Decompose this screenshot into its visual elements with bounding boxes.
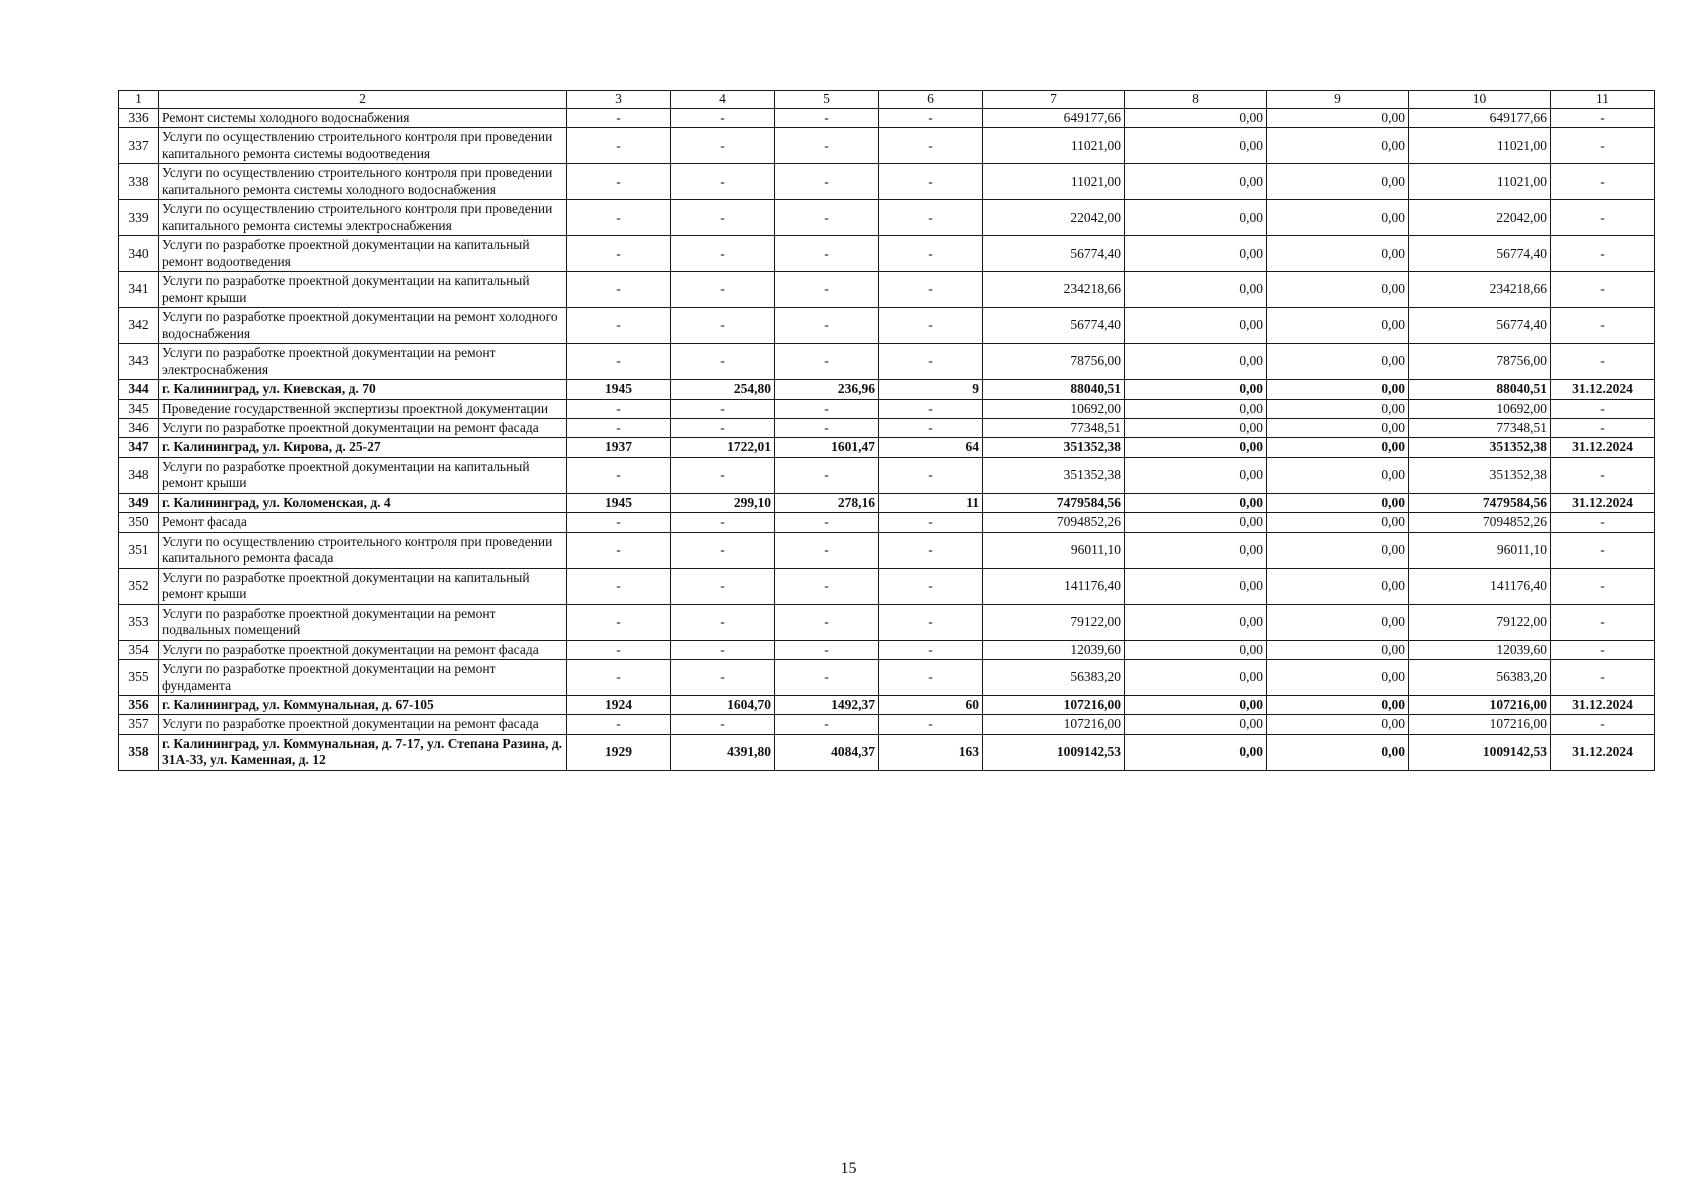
- cell-description: Проведение государственной экспертизы проектной документации: [159, 399, 567, 418]
- cell-area-total: -: [671, 418, 775, 437]
- cell-residents: -: [879, 604, 983, 640]
- cell-cost-total: 78756,00: [983, 344, 1125, 380]
- cell-fund-owners: 79122,00: [1409, 604, 1551, 640]
- cell-row-number: 352: [119, 568, 159, 604]
- column-header-1: 1: [119, 91, 159, 109]
- cell-completion-date: 31.12.2024: [1551, 696, 1655, 715]
- cell-fund-local: 0,00: [1267, 715, 1409, 734]
- cell-fund-regional: 0,00: [1125, 715, 1267, 734]
- cell-year-built: 1945: [567, 380, 671, 399]
- cell-row-number: 345: [119, 399, 159, 418]
- cell-completion-date: -: [1551, 604, 1655, 640]
- table-row-address: [119, 696, 1655, 715]
- cell-area-total: -: [671, 164, 775, 200]
- cell-row-number: 356: [119, 696, 159, 715]
- cell-year-built: -: [567, 640, 671, 659]
- cell-description: Услуги по разработке проектной документации на ремонт фундамента: [159, 660, 567, 696]
- cell-fund-regional: 0,00: [1125, 200, 1267, 236]
- cell-fund-owners: 351352,38: [1409, 457, 1551, 493]
- cell-completion-date: -: [1551, 272, 1655, 308]
- cell-completion-date: 31.12.2024: [1551, 380, 1655, 399]
- cell-fund-owners: 107216,00: [1409, 696, 1551, 715]
- cell-row-number: 340: [119, 236, 159, 272]
- cell-area-total: -: [671, 513, 775, 532]
- table-row: [119, 640, 1655, 659]
- cell-year-built: -: [567, 604, 671, 640]
- cell-residents: -: [879, 399, 983, 418]
- cell-fund-owners: 56774,40: [1409, 236, 1551, 272]
- cell-residents: -: [879, 164, 983, 200]
- cell-fund-local: 0,00: [1267, 660, 1409, 696]
- cell-cost-total: 22042,00: [983, 200, 1125, 236]
- cell-description: Услуги по осуществлению строительного контроля при проведении капитального ремонта системы водоотведения: [159, 128, 567, 164]
- cell-description: г. Калининград, ул. Коммунальная, д. 67-105: [159, 696, 567, 715]
- cell-year-built: 1929: [567, 734, 671, 770]
- cell-residents: -: [879, 272, 983, 308]
- cell-fund-regional: 0,00: [1125, 640, 1267, 659]
- cell-area-total: -: [671, 200, 775, 236]
- cell-row-number: 346: [119, 418, 159, 437]
- cell-description: Услуги по осуществлению строительного контроля при проведении капитального ремонта фасада: [159, 532, 567, 568]
- cell-fund-owners: 7094852,26: [1409, 513, 1551, 532]
- cell-area-living: -: [775, 272, 879, 308]
- cell-cost-total: 7094852,26: [983, 513, 1125, 532]
- cell-year-built: -: [567, 568, 671, 604]
- cell-area-total: -: [671, 457, 775, 493]
- cell-fund-owners: 11021,00: [1409, 128, 1551, 164]
- cell-area-total: 299,10: [671, 493, 775, 512]
- cell-fund-local: 0,00: [1267, 734, 1409, 770]
- cell-year-built: -: [567, 308, 671, 344]
- cell-year-built: -: [567, 128, 671, 164]
- cell-fund-regional: 0,00: [1125, 734, 1267, 770]
- page-number: 15: [840, 1160, 857, 1177]
- cell-fund-owners: 96011,10: [1409, 532, 1551, 568]
- table-row: [119, 532, 1655, 568]
- cell-fund-owners: 10692,00: [1409, 399, 1551, 418]
- cell-area-living: 1492,37: [775, 696, 879, 715]
- cell-area-total: -: [671, 344, 775, 380]
- cell-cost-total: 107216,00: [983, 715, 1125, 734]
- column-header-7: 7: [983, 91, 1125, 109]
- cell-year-built: -: [567, 164, 671, 200]
- cell-description: Услуги по разработке проектной документации на капитальный ремонт крыши: [159, 272, 567, 308]
- cell-row-number: 342: [119, 308, 159, 344]
- cell-fund-regional: 0,00: [1125, 380, 1267, 399]
- cell-area-total: 1722,01: [671, 438, 775, 457]
- cell-cost-total: 1009142,53: [983, 734, 1125, 770]
- cell-completion-date: -: [1551, 109, 1655, 128]
- cell-description: г. Калининград, ул. Киевская, д. 70: [159, 380, 567, 399]
- table-row: [119, 604, 1655, 640]
- table-row: [119, 109, 1655, 128]
- cell-area-living: -: [775, 418, 879, 437]
- cell-fund-owners: 1009142,53: [1409, 734, 1551, 770]
- column-header-4: 4: [671, 91, 775, 109]
- cell-fund-regional: 0,00: [1125, 236, 1267, 272]
- cell-fund-local: 0,00: [1267, 493, 1409, 512]
- cell-completion-date: -: [1551, 164, 1655, 200]
- column-header-10: 10: [1409, 91, 1551, 109]
- cell-area-living: -: [775, 236, 879, 272]
- table-row-address: [119, 493, 1655, 512]
- cell-row-number: 358: [119, 734, 159, 770]
- table-row: [119, 164, 1655, 200]
- cell-completion-date: -: [1551, 236, 1655, 272]
- cell-cost-total: 234218,66: [983, 272, 1125, 308]
- cell-residents: -: [879, 513, 983, 532]
- cell-completion-date: -: [1551, 418, 1655, 437]
- cell-year-built: -: [567, 109, 671, 128]
- cell-residents: -: [879, 236, 983, 272]
- column-header-5: 5: [775, 91, 879, 109]
- cell-fund-local: 0,00: [1267, 308, 1409, 344]
- cell-fund-owners: 12039,60: [1409, 640, 1551, 659]
- cell-description: Услуги по разработке проектной документации на капитальный ремонт водоотведения: [159, 236, 567, 272]
- cell-residents: 11: [879, 493, 983, 512]
- cell-fund-local: 0,00: [1267, 272, 1409, 308]
- cell-completion-date: -: [1551, 715, 1655, 734]
- cell-description: Услуги по осуществлению строительного контроля при проведении капитального ремонта системы холодного водоснабжения: [159, 164, 567, 200]
- cell-cost-total: 649177,66: [983, 109, 1125, 128]
- cell-fund-local: 0,00: [1267, 438, 1409, 457]
- cell-fund-owners: 11021,00: [1409, 164, 1551, 200]
- cell-fund-owners: 22042,00: [1409, 200, 1551, 236]
- cell-year-built: -: [567, 236, 671, 272]
- cell-description: Услуги по разработке проектной документации на капитальный ремонт крыши: [159, 568, 567, 604]
- cell-residents: 64: [879, 438, 983, 457]
- cell-fund-owners: 351352,38: [1409, 438, 1551, 457]
- cell-residents: -: [879, 660, 983, 696]
- cell-area-living: 278,16: [775, 493, 879, 512]
- cell-fund-local: 0,00: [1267, 109, 1409, 128]
- cell-area-total: 1604,70: [671, 696, 775, 715]
- cell-area-living: -: [775, 109, 879, 128]
- cell-fund-regional: 0,00: [1125, 696, 1267, 715]
- cell-fund-local: 0,00: [1267, 568, 1409, 604]
- cell-description: Услуги по разработке проектной документации на капитальный ремонт крыши: [159, 457, 567, 493]
- cell-area-total: -: [671, 640, 775, 659]
- cell-completion-date: 31.12.2024: [1551, 734, 1655, 770]
- cell-cost-total: 12039,60: [983, 640, 1125, 659]
- cell-year-built: -: [567, 532, 671, 568]
- cell-area-living: 4084,37: [775, 734, 879, 770]
- cell-row-number: 355: [119, 660, 159, 696]
- cell-residents: -: [879, 109, 983, 128]
- table-row: [119, 568, 1655, 604]
- cell-fund-local: 0,00: [1267, 236, 1409, 272]
- cell-residents: -: [879, 418, 983, 437]
- cell-cost-total: 56774,40: [983, 308, 1125, 344]
- cell-row-number: 337: [119, 128, 159, 164]
- cell-residents: -: [879, 640, 983, 659]
- cell-cost-total: 351352,38: [983, 438, 1125, 457]
- cell-row-number: 336: [119, 109, 159, 128]
- cell-cost-total: 11021,00: [983, 164, 1125, 200]
- table-row-address: [119, 380, 1655, 399]
- cell-description: Услуги по разработке проектной документации на ремонт электроснабжения: [159, 344, 567, 380]
- cell-area-living: 236,96: [775, 380, 879, 399]
- cell-completion-date: 31.12.2024: [1551, 438, 1655, 457]
- cell-row-number: 354: [119, 640, 159, 659]
- table-row: [119, 272, 1655, 308]
- cell-fund-regional: 0,00: [1125, 457, 1267, 493]
- cell-completion-date: -: [1551, 568, 1655, 604]
- cell-fund-local: 0,00: [1267, 344, 1409, 380]
- cell-area-total: -: [671, 236, 775, 272]
- cell-fund-owners: 56774,40: [1409, 308, 1551, 344]
- cell-description: Услуги по разработке проектной документации на ремонт подвальных помещений: [159, 604, 567, 640]
- cell-fund-local: 0,00: [1267, 399, 1409, 418]
- cell-year-built: -: [567, 200, 671, 236]
- cell-area-total: 4391,80: [671, 734, 775, 770]
- cell-completion-date: -: [1551, 660, 1655, 696]
- cell-year-built: -: [567, 715, 671, 734]
- cell-cost-total: 107216,00: [983, 696, 1125, 715]
- cell-residents: -: [879, 128, 983, 164]
- cell-residents: -: [879, 308, 983, 344]
- table-row-address: [119, 734, 1655, 770]
- cell-area-total: -: [671, 272, 775, 308]
- cell-year-built: -: [567, 457, 671, 493]
- cell-completion-date: -: [1551, 308, 1655, 344]
- cell-fund-regional: 0,00: [1125, 532, 1267, 568]
- cell-completion-date: -: [1551, 513, 1655, 532]
- table-row: [119, 308, 1655, 344]
- cell-fund-regional: 0,00: [1125, 164, 1267, 200]
- column-header-11: 11: [1551, 91, 1655, 109]
- cell-area-living: -: [775, 513, 879, 532]
- cell-residents: -: [879, 532, 983, 568]
- table-row: [119, 660, 1655, 696]
- cell-description: Услуги по осуществлению строительного контроля при проведении капитального ремонта системы электроснабжения: [159, 200, 567, 236]
- cell-fund-regional: 0,00: [1125, 418, 1267, 437]
- cell-residents: -: [879, 568, 983, 604]
- cell-fund-regional: 0,00: [1125, 272, 1267, 308]
- cell-area-total: -: [671, 532, 775, 568]
- table-row: [119, 457, 1655, 493]
- cell-area-living: -: [775, 604, 879, 640]
- cell-fund-regional: 0,00: [1125, 604, 1267, 640]
- cell-fund-local: 0,00: [1267, 532, 1409, 568]
- cell-fund-owners: 77348,51: [1409, 418, 1551, 437]
- cell-cost-total: 7479584,56: [983, 493, 1125, 512]
- table-row-address: [119, 438, 1655, 457]
- column-header-row: [119, 91, 1655, 109]
- cell-cost-total: 10692,00: [983, 399, 1125, 418]
- cell-area-living: -: [775, 128, 879, 164]
- cell-cost-total: 351352,38: [983, 457, 1125, 493]
- column-header-2: 2: [159, 91, 567, 109]
- cell-fund-local: 0,00: [1267, 696, 1409, 715]
- cell-residents: -: [879, 715, 983, 734]
- cell-residents: 9: [879, 380, 983, 399]
- cell-fund-regional: 0,00: [1125, 513, 1267, 532]
- cell-area-total: 254,80: [671, 380, 775, 399]
- cell-area-total: -: [671, 308, 775, 344]
- cell-fund-local: 0,00: [1267, 380, 1409, 399]
- cell-completion-date: -: [1551, 344, 1655, 380]
- cell-area-total: -: [671, 660, 775, 696]
- cell-fund-owners: 141176,40: [1409, 568, 1551, 604]
- table-row: [119, 399, 1655, 418]
- cell-year-built: 1924: [567, 696, 671, 715]
- cell-area-living: -: [775, 164, 879, 200]
- cell-fund-regional: 0,00: [1125, 438, 1267, 457]
- cell-fund-local: 0,00: [1267, 513, 1409, 532]
- cell-year-built: -: [567, 344, 671, 380]
- cell-completion-date: -: [1551, 200, 1655, 236]
- cell-completion-date: -: [1551, 640, 1655, 659]
- cell-fund-regional: 0,00: [1125, 660, 1267, 696]
- cell-year-built: 1945: [567, 493, 671, 512]
- table-row: [119, 418, 1655, 437]
- cell-completion-date: -: [1551, 532, 1655, 568]
- cell-fund-owners: 7479584,56: [1409, 493, 1551, 512]
- cell-fund-regional: 0,00: [1125, 308, 1267, 344]
- table-row: [119, 200, 1655, 236]
- cell-description: Ремонт системы холодного водоснабжения: [159, 109, 567, 128]
- cell-fund-regional: 0,00: [1125, 568, 1267, 604]
- cell-fund-regional: 0,00: [1125, 493, 1267, 512]
- cell-residents: -: [879, 200, 983, 236]
- cell-row-number: 338: [119, 164, 159, 200]
- cell-year-built: -: [567, 399, 671, 418]
- cell-fund-local: 0,00: [1267, 640, 1409, 659]
- cell-year-built: 1937: [567, 438, 671, 457]
- data-table: [118, 90, 1655, 771]
- cell-row-number: 347: [119, 438, 159, 457]
- column-header-8: 8: [1125, 91, 1267, 109]
- cell-year-built: -: [567, 513, 671, 532]
- cell-fund-local: 0,00: [1267, 128, 1409, 164]
- cell-row-number: 349: [119, 493, 159, 512]
- cell-area-living: -: [775, 568, 879, 604]
- cell-cost-total: 79122,00: [983, 604, 1125, 640]
- cell-row-number: 351: [119, 532, 159, 568]
- cell-fund-owners: 234218,66: [1409, 272, 1551, 308]
- cell-area-living: -: [775, 715, 879, 734]
- cell-area-living: -: [775, 640, 879, 659]
- cell-cost-total: 141176,40: [983, 568, 1125, 604]
- cell-description: Услуги по разработке проектной документации на ремонт холодного водоснабжения: [159, 308, 567, 344]
- table-body: [119, 91, 1655, 771]
- cell-row-number: 339: [119, 200, 159, 236]
- cell-area-total: -: [671, 604, 775, 640]
- cell-area-living: -: [775, 457, 879, 493]
- cell-year-built: -: [567, 418, 671, 437]
- cell-area-living: -: [775, 200, 879, 236]
- cell-row-number: 343: [119, 344, 159, 380]
- cell-year-built: -: [567, 660, 671, 696]
- cell-area-living: -: [775, 308, 879, 344]
- cell-area-living: -: [775, 344, 879, 380]
- cell-row-number: 357: [119, 715, 159, 734]
- cell-cost-total: 56383,20: [983, 660, 1125, 696]
- cell-area-total: -: [671, 109, 775, 128]
- cell-area-total: -: [671, 128, 775, 164]
- cell-fund-local: 0,00: [1267, 418, 1409, 437]
- table-row: [119, 715, 1655, 734]
- table-row: [119, 513, 1655, 532]
- cell-description: г. Калининград, ул. Кирова, д. 25-27: [159, 438, 567, 457]
- table-row: [119, 236, 1655, 272]
- cell-area-total: -: [671, 399, 775, 418]
- table-row: [119, 344, 1655, 380]
- cell-fund-regional: 0,00: [1125, 344, 1267, 380]
- cell-description: Услуги по разработке проектной документации на ремонт фасада: [159, 418, 567, 437]
- cell-year-built: -: [567, 272, 671, 308]
- cell-cost-total: 56774,40: [983, 236, 1125, 272]
- cell-cost-total: 11021,00: [983, 128, 1125, 164]
- cell-completion-date: 31.12.2024: [1551, 493, 1655, 512]
- cell-fund-local: 0,00: [1267, 604, 1409, 640]
- cell-completion-date: -: [1551, 457, 1655, 493]
- cell-area-living: 1601,47: [775, 438, 879, 457]
- cell-fund-owners: 56383,20: [1409, 660, 1551, 696]
- cell-area-living: -: [775, 660, 879, 696]
- cell-fund-regional: 0,00: [1125, 109, 1267, 128]
- cell-cost-total: 96011,10: [983, 532, 1125, 568]
- cell-description: г. Калининград, ул. Коломенская, д. 4: [159, 493, 567, 512]
- cell-area-total: -: [671, 715, 775, 734]
- cell-row-number: 348: [119, 457, 159, 493]
- cell-completion-date: -: [1551, 128, 1655, 164]
- cell-row-number: 353: [119, 604, 159, 640]
- cell-fund-owners: 88040,51: [1409, 380, 1551, 399]
- cell-description: Ремонт фасада: [159, 513, 567, 532]
- cell-fund-owners: 107216,00: [1409, 715, 1551, 734]
- cell-residents: 163: [879, 734, 983, 770]
- cell-residents: 60: [879, 696, 983, 715]
- cell-row-number: 341: [119, 272, 159, 308]
- cell-area-total: -: [671, 568, 775, 604]
- cell-fund-local: 0,00: [1267, 200, 1409, 236]
- column-header-9: 9: [1267, 91, 1409, 109]
- cell-fund-regional: 0,00: [1125, 128, 1267, 164]
- cell-row-number: 344: [119, 380, 159, 399]
- column-header-6: 6: [879, 91, 983, 109]
- cell-fund-local: 0,00: [1267, 457, 1409, 493]
- cell-fund-local: 0,00: [1267, 164, 1409, 200]
- cell-row-number: 350: [119, 513, 159, 532]
- cell-fund-regional: 0,00: [1125, 399, 1267, 418]
- cell-fund-owners: 78756,00: [1409, 344, 1551, 380]
- cell-cost-total: 77348,51: [983, 418, 1125, 437]
- cell-description: г. Калининград, ул. Коммунальная, д. 7-17, ул. Степана Разина, д. 31А-33, ул. Каменная, д. 12: [159, 734, 567, 770]
- cell-area-living: -: [775, 399, 879, 418]
- column-header-3: 3: [567, 91, 671, 109]
- cell-area-living: -: [775, 532, 879, 568]
- cell-fund-owners: 649177,66: [1409, 109, 1551, 128]
- cell-description: Услуги по разработке проектной документации на ремонт фасада: [159, 715, 567, 734]
- cell-residents: -: [879, 344, 983, 380]
- cell-completion-date: -: [1551, 399, 1655, 418]
- cell-cost-total: 88040,51: [983, 380, 1125, 399]
- cell-residents: -: [879, 457, 983, 493]
- cell-description: Услуги по разработке проектной документации на ремонт фасада: [159, 640, 567, 659]
- table-row: [119, 128, 1655, 164]
